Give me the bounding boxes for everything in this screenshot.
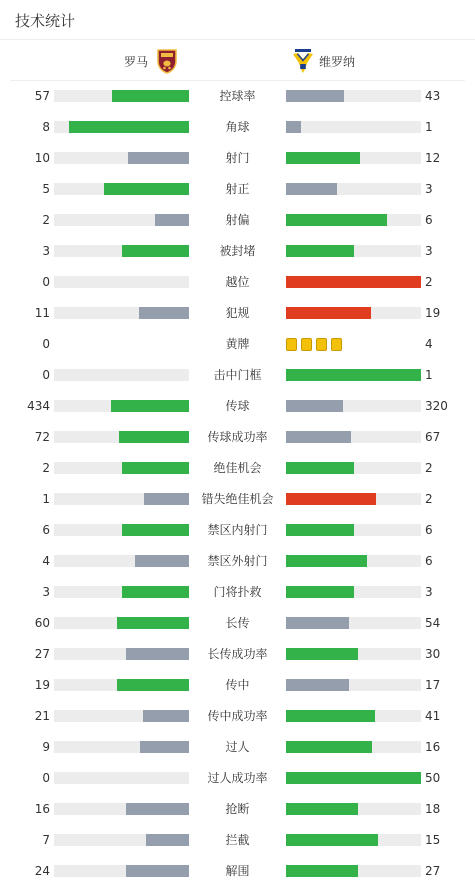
- home-value: 27: [34, 647, 50, 661]
- home-bar: [54, 617, 189, 629]
- home-bar: [54, 307, 189, 319]
- stat-row: [0, 608, 475, 639]
- away-team-name: 维罗纳: [319, 54, 356, 69]
- away-bar-fill: [286, 865, 358, 877]
- away-bar-fill: [286, 214, 387, 226]
- home-bar: [54, 493, 189, 505]
- away-bar-fill: [286, 183, 337, 195]
- home-value: 10: [34, 151, 50, 165]
- stat-label: 解围: [225, 864, 250, 878]
- home-value: 11: [34, 306, 50, 320]
- home-bar-fill: [117, 679, 189, 691]
- stat-row: [0, 670, 475, 701]
- stat-label: 过人: [225, 740, 250, 754]
- away-value: 54: [425, 616, 441, 630]
- stat-row: [0, 329, 475, 360]
- away-bar: [286, 369, 421, 381]
- stat-label: 长传: [225, 616, 250, 630]
- home-value: 57: [34, 89, 50, 103]
- home-team[interactable]: [124, 41, 178, 81]
- stat-label: 角球: [225, 120, 250, 134]
- stat-row: [0, 205, 475, 236]
- yellow-card-icon: [286, 338, 297, 351]
- home-value: 0: [42, 771, 50, 785]
- stat-row: [0, 856, 475, 887]
- stat-row: [0, 174, 475, 205]
- home-bar-fill: [112, 90, 189, 102]
- stat-label: 被封堵: [219, 244, 256, 258]
- home-bar-fill: [139, 307, 189, 319]
- away-bar: [286, 648, 421, 660]
- away-bar-fill: [286, 369, 421, 381]
- away-value: 12: [425, 151, 441, 165]
- away-value: 16: [425, 740, 441, 754]
- away-bar: [286, 803, 421, 815]
- home-bar: [54, 214, 189, 226]
- away-bar: [286, 183, 421, 195]
- stat-row: [0, 515, 475, 546]
- home-bar: [54, 648, 189, 660]
- away-bar-fill: [286, 462, 354, 474]
- stat-label: 长传成功率: [207, 647, 268, 661]
- home-bar-fill: [111, 400, 189, 412]
- teams-row: [10, 41, 465, 81]
- home-value: 6: [42, 523, 50, 537]
- away-value: 19: [425, 306, 441, 320]
- home-value: 4: [42, 554, 50, 568]
- home-bar: [54, 772, 189, 784]
- home-bar: [54, 183, 189, 195]
- away-bar: [286, 555, 421, 567]
- stat-label: 击中门框: [213, 368, 262, 382]
- away-value: 43: [425, 89, 441, 103]
- away-bar: [286, 152, 421, 164]
- home-bar: [54, 400, 189, 412]
- away-bar-fill: [286, 431, 351, 443]
- away-value: 2: [425, 492, 433, 506]
- roma-crest-icon: [156, 48, 178, 74]
- home-value: 8: [42, 120, 50, 134]
- home-bar-fill: [122, 586, 190, 598]
- away-value: 3: [425, 585, 433, 599]
- home-value: 60: [34, 616, 50, 630]
- away-bar-fill: [286, 710, 375, 722]
- stat-row: [0, 484, 475, 515]
- page-title: 技术统计: [15, 12, 76, 30]
- home-bar-fill: [126, 865, 189, 877]
- home-bar: [54, 152, 189, 164]
- stat-row: [0, 112, 475, 143]
- home-bar: [54, 245, 189, 257]
- away-bar: [286, 400, 421, 412]
- stat-row: [0, 701, 475, 732]
- away-value: 15: [425, 833, 441, 847]
- away-bar: [286, 214, 421, 226]
- stat-row: [0, 422, 475, 453]
- home-bar-fill: [126, 803, 189, 815]
- stat-label: 禁区内射门: [207, 523, 268, 537]
- stat-row: [0, 794, 475, 825]
- stat-label: 射门: [225, 151, 250, 165]
- home-bar-fill: [128, 152, 189, 164]
- away-bar: [286, 462, 421, 474]
- stat-label: 抢断: [225, 802, 250, 816]
- away-team[interactable]: [292, 41, 355, 81]
- away-bar-fill: [286, 121, 301, 133]
- away-bar-fill: [286, 679, 349, 691]
- home-bar-fill: [122, 524, 190, 536]
- away-value: 50: [425, 771, 441, 785]
- away-bar-fill: [286, 493, 376, 505]
- home-bar: [54, 369, 189, 381]
- home-value: 2: [42, 213, 50, 227]
- stat-label: 射正: [225, 182, 250, 196]
- yellow-card-icon: [301, 338, 312, 351]
- home-value: 7: [42, 833, 50, 847]
- stat-label: 绝佳机会: [213, 461, 262, 475]
- away-value: 6: [425, 213, 433, 227]
- stat-label: 传中: [225, 678, 250, 692]
- stat-row: [0, 825, 475, 856]
- home-bar: [54, 803, 189, 815]
- away-bar-fill: [286, 307, 371, 319]
- home-bar: [54, 741, 189, 753]
- stat-row: [0, 763, 475, 794]
- stat-row: [0, 298, 475, 329]
- home-value: 3: [42, 244, 50, 258]
- home-value: 9: [42, 740, 50, 754]
- home-bar: [54, 524, 189, 536]
- stat-row: [0, 453, 475, 484]
- home-value: 5: [42, 182, 50, 196]
- away-bar-fill: [286, 648, 358, 660]
- away-value: 18: [425, 802, 441, 816]
- away-value: 1: [425, 368, 433, 382]
- away-value: 6: [425, 523, 433, 537]
- home-bar-fill: [143, 710, 189, 722]
- stat-row: [0, 143, 475, 174]
- verona-crest-icon: [292, 48, 314, 74]
- home-bar-fill: [146, 834, 189, 846]
- home-bar: [54, 121, 189, 133]
- away-bar: [286, 617, 421, 629]
- away-bar: [286, 772, 421, 784]
- yellow-card-icon: [316, 338, 327, 351]
- home-value: 0: [42, 337, 50, 351]
- stat-row: [0, 236, 475, 267]
- away-bar: [286, 307, 421, 319]
- away-value: 30: [425, 647, 441, 661]
- stat-label: 射偏: [225, 213, 250, 227]
- stat-label: 控球率: [219, 89, 256, 103]
- stat-row: [0, 577, 475, 608]
- stats-header: [0, 0, 475, 40]
- away-value: 1: [425, 120, 433, 134]
- away-value: 27: [425, 864, 441, 878]
- away-bar: [286, 865, 421, 877]
- away-value: 67: [425, 430, 441, 444]
- home-bar-fill: [155, 214, 189, 226]
- away-value: 17: [425, 678, 441, 692]
- home-value: 434: [27, 399, 50, 413]
- away-bar: [286, 524, 421, 536]
- home-bar: [54, 586, 189, 598]
- away-bar-fill: [286, 803, 358, 815]
- home-bar-fill: [140, 741, 189, 753]
- away-value: 3: [425, 182, 433, 196]
- stat-label: 错失绝佳机会: [201, 492, 274, 506]
- home-bar-fill: [135, 555, 189, 567]
- away-bar: [286, 121, 421, 133]
- home-bar: [54, 276, 189, 288]
- home-bar-fill: [104, 183, 189, 195]
- home-bar-fill: [126, 648, 189, 660]
- away-value: 6: [425, 554, 433, 568]
- away-bar-fill: [286, 834, 378, 846]
- home-value: 0: [42, 368, 50, 382]
- home-value: 19: [34, 678, 50, 692]
- stat-label: 传中成功率: [207, 709, 268, 723]
- away-bar: [286, 276, 421, 288]
- stat-row: [0, 732, 475, 763]
- away-bar-fill: [286, 400, 343, 412]
- away-bar: [286, 679, 421, 691]
- away-bar-fill: [286, 555, 367, 567]
- away-bar: [286, 741, 421, 753]
- stat-row: [0, 639, 475, 670]
- home-bar: [54, 834, 189, 846]
- away-bar: [286, 586, 421, 598]
- home-bar-fill: [117, 617, 189, 629]
- away-bar-fill: [286, 245, 354, 257]
- home-value: 3: [42, 585, 50, 599]
- home-bar: [54, 679, 189, 691]
- home-bar: [54, 431, 189, 443]
- away-value: 2: [425, 275, 433, 289]
- stat-row: [0, 81, 475, 112]
- away-value: 320: [425, 399, 448, 413]
- home-value: 1: [42, 492, 50, 506]
- away-bar: [286, 431, 421, 443]
- home-bar-fill: [122, 245, 190, 257]
- stat-label: 传球成功率: [207, 430, 268, 444]
- stat-label: 传球: [225, 399, 250, 413]
- stat-row: [0, 360, 475, 391]
- home-bar: [54, 865, 189, 877]
- away-value: 2: [425, 461, 433, 475]
- away-bar-fill: [286, 152, 360, 164]
- away-bar-fill: [286, 617, 349, 629]
- away-bar-fill: [286, 772, 421, 784]
- stat-label: 黄牌: [225, 337, 250, 351]
- home-value: 0: [42, 275, 50, 289]
- away-yellow-cards: [286, 338, 346, 351]
- away-bar-fill: [286, 741, 372, 753]
- stat-row: [0, 267, 475, 298]
- home-bar-fill: [144, 493, 189, 505]
- away-value: 41: [425, 709, 441, 723]
- home-bar: [54, 710, 189, 722]
- away-bar: [286, 245, 421, 257]
- home-team-name: 罗马: [123, 54, 148, 69]
- stat-row: [0, 546, 475, 577]
- stat-label: 禁区外射门: [207, 554, 268, 568]
- home-bar-fill: [119, 431, 189, 443]
- stat-label: 犯规: [225, 306, 250, 320]
- away-value: 3: [425, 244, 433, 258]
- away-bar: [286, 90, 421, 102]
- stat-label: 门将扑救: [213, 585, 262, 599]
- stat-label: 拦截: [225, 833, 250, 847]
- away-bar-fill: [286, 586, 354, 598]
- stats-list: [0, 81, 475, 887]
- away-bar-fill: [286, 276, 421, 288]
- home-value: 21: [34, 709, 50, 723]
- away-bar-fill: [286, 90, 344, 102]
- home-value: 16: [34, 802, 50, 816]
- home-bar: [54, 555, 189, 567]
- home-bar-fill: [69, 121, 189, 133]
- away-bar-fill: [286, 524, 354, 536]
- stat-row: [0, 391, 475, 422]
- home-value: 2: [42, 461, 50, 475]
- home-value: 24: [34, 864, 50, 878]
- away-value: 4: [425, 337, 433, 351]
- home-bar-fill: [122, 462, 190, 474]
- stat-label: 过人成功率: [207, 771, 268, 785]
- away-bar: [286, 834, 421, 846]
- stat-label: 越位: [225, 275, 250, 289]
- away-bar: [286, 710, 421, 722]
- home-value: 72: [34, 430, 50, 444]
- yellow-card-icon: [331, 338, 342, 351]
- home-bar: [54, 462, 189, 474]
- away-bar: [286, 493, 421, 505]
- home-bar: [54, 90, 189, 102]
